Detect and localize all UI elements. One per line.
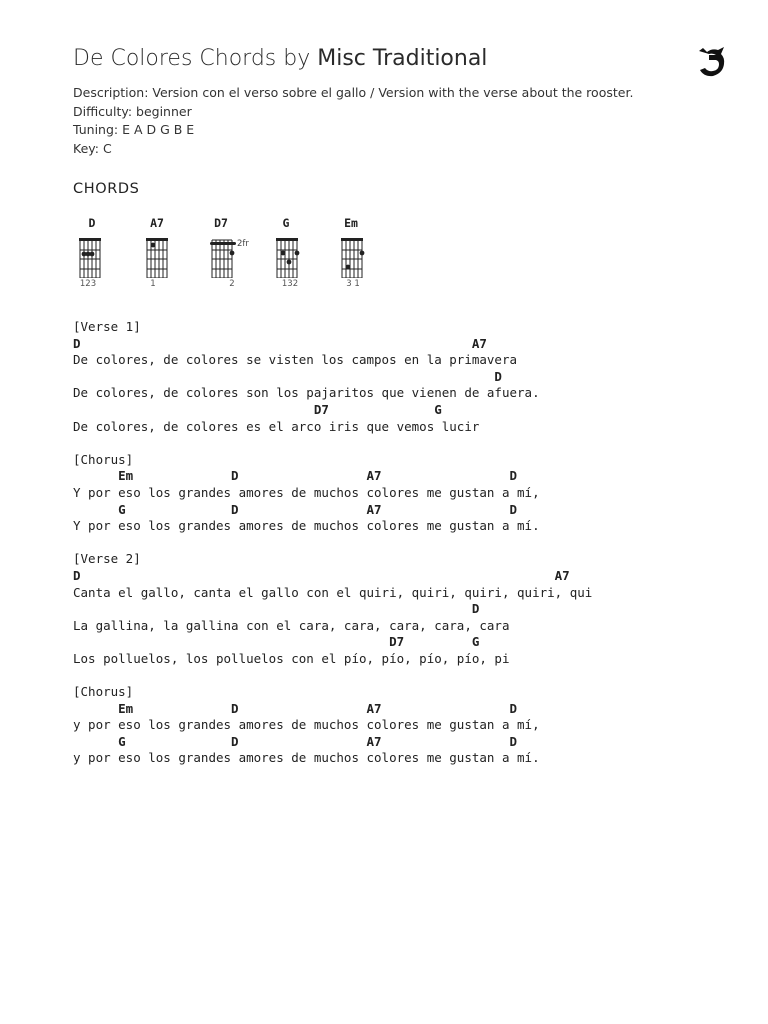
lyric-line: De colores, de colores es el arco iris que vemos lucir — [73, 418, 480, 434]
chord-line[interactable]: D — [73, 601, 480, 617]
chord-name: D7 — [214, 216, 228, 230]
lyric-line: Los polluelos, los polluelos con el pío, pío, pío, pío, pi — [73, 650, 510, 666]
tuning: Tuning: E A D G B E — [73, 122, 195, 137]
chord-diagram-g[interactable]: G 132 — [266, 216, 312, 296]
section-label: [Chorus] — [73, 451, 134, 467]
chord-line[interactable]: G D A7 D — [73, 501, 518, 517]
lyric-line: y por eso los grandes amores de muchos colores me gustan a mí, — [73, 717, 540, 733]
lyric-line: Canta el gallo, canta el gallo con el quiri, quiri, quiri, quiri, qui — [73, 584, 593, 600]
ultimate-guitar-logo-icon[interactable] — [694, 44, 730, 80]
song-title: De Colores Chords by — [73, 46, 318, 71]
lyric-line: De colores, de colores son los pajaritos que vienen de afuera. — [73, 385, 540, 401]
chord-line[interactable]: G D A7 D — [73, 733, 518, 749]
song-body — [73, 319, 592, 767]
chord-diagram-a7[interactable]: A7 1 — [137, 216, 183, 296]
section-label: [Chorus] — [73, 684, 134, 700]
page-title — [73, 46, 487, 71]
section-label: [Verse 1] — [73, 319, 141, 334]
description: Description: Version con el verso sobre el gallo / Version with the verse about the rooster. — [73, 85, 634, 100]
artist-name[interactable]: Misc Traditional — [317, 46, 488, 71]
fretboard — [331, 236, 377, 278]
lyric-line: Y por eso los grandes amores de muchos colores me gustan a mí. — [73, 518, 540, 534]
fretboard — [266, 236, 312, 278]
chord-line[interactable]: Em D A7 D — [73, 468, 518, 484]
song-meta — [73, 84, 633, 158]
blank-line — [73, 435, 592, 452]
blank-line — [73, 667, 592, 684]
fretboard — [72, 236, 118, 278]
chords-heading: CHORDS — [73, 181, 140, 197]
section-label: [Verse 2] — [73, 551, 141, 567]
chord-line[interactable]: D A7 — [73, 335, 487, 351]
chord-name: Em — [344, 216, 358, 230]
chord-name: A7 — [150, 216, 164, 230]
chord-line[interactable]: Em D A7 D — [73, 700, 518, 716]
chord-diagram-em[interactable]: Em 3 1 — [331, 216, 377, 296]
difficulty: Difficulty: beginner — [73, 103, 192, 119]
chord-diagram-d7[interactable]: D7 2fr 2 — [201, 216, 247, 296]
key: Key: C — [73, 140, 112, 156]
chord-line[interactable]: D A7 — [73, 567, 570, 583]
chord-line[interactable]: D — [73, 368, 502, 384]
chord-line[interactable]: D7 G — [73, 401, 442, 417]
chord-diagram-d[interactable]: D 123 — [72, 216, 118, 296]
fret-position-label: 2fr — [237, 239, 249, 249]
chord-line[interactable]: D7 G — [73, 634, 480, 650]
lyric-line: y por eso los grandes amores de muchos colores me gustan a mí. — [73, 750, 540, 766]
chord-name: D — [88, 216, 96, 230]
fretboard — [137, 236, 183, 278]
chord-name: G — [282, 216, 290, 230]
lyric-line: De colores, de colores se visten los campos en la primavera — [73, 352, 518, 368]
lyric-line: Y por eso los grandes amores de muchos colores me gustan a mí, — [73, 484, 540, 500]
blank-line — [73, 535, 592, 552]
lyric-line: La gallina, la gallina con el cara, cara, cara, cara, cara — [73, 617, 510, 633]
